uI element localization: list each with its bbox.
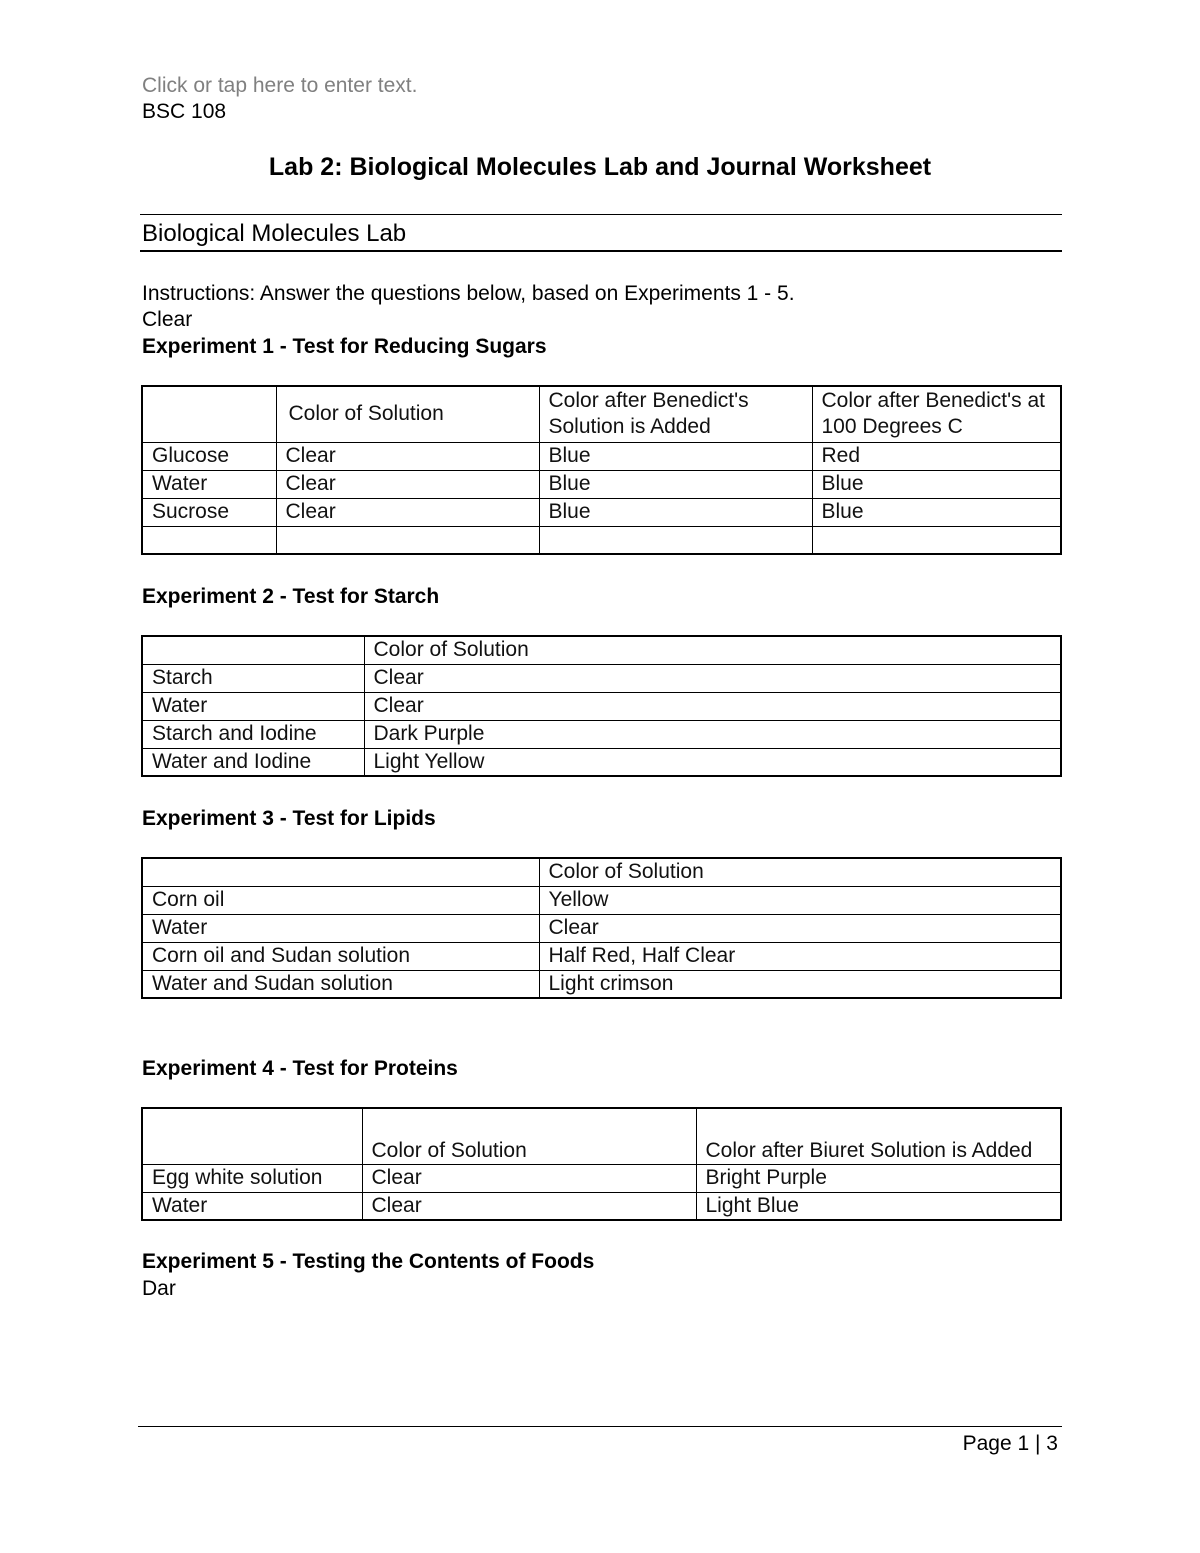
experiment-3-table [141, 857, 1062, 999]
experiment-5-answer[interactable]: Dar [142, 1277, 176, 1300]
table-cell[interactable]: Blue [812, 498, 1061, 526]
table-cell[interactable]: Blue [539, 470, 812, 498]
table-cell[interactable]: Light Yellow [364, 748, 1061, 776]
table-cell[interactable]: Clear [362, 1192, 696, 1220]
table-cell[interactable]: Water [142, 1192, 362, 1220]
table-cell[interactable]: Water [142, 692, 364, 720]
table-row [142, 914, 1061, 942]
table-cell[interactable]: Clear [364, 692, 1061, 720]
experiment-3-title: Experiment 3 - Test for Lipids [142, 807, 436, 830]
table-cell[interactable]: Water and Sudan solution [142, 970, 539, 998]
table-cell[interactable]: Blue [812, 470, 1061, 498]
footer-rule [138, 1426, 1062, 1427]
experiment-4-table [141, 1107, 1062, 1221]
table-cell[interactable]: Bright Purple [696, 1164, 1061, 1192]
table-cell[interactable]: Water and Iodine [142, 748, 364, 776]
experiment-4-title: Experiment 4 - Test for Proteins [142, 1057, 458, 1080]
table-cell[interactable] [142, 526, 276, 554]
table-cell[interactable]: Egg white solution [142, 1164, 362, 1192]
table-row [142, 470, 1061, 498]
table-cell[interactable]: Clear [276, 498, 539, 526]
table-cell[interactable]: Blue [539, 442, 812, 470]
table-cell[interactable] [812, 526, 1061, 554]
table-row [142, 692, 1061, 720]
table-cell[interactable]: Starch and Iodine [142, 720, 364, 748]
table-cell[interactable]: Clear [362, 1164, 696, 1192]
table-header-cell: Color after Benedict's Solution is Added [539, 386, 812, 442]
table-row [142, 942, 1061, 970]
table-header-cell [142, 636, 364, 664]
table-header-row [142, 1108, 1061, 1164]
name-placeholder-field[interactable]: Click or tap here to enter text. [142, 74, 418, 97]
course-code: BSC 108 [142, 100, 227, 123]
instructions-text: Instructions: Answer the questions below, based on Experiments 1 - 5. [142, 282, 795, 305]
table-header-row [142, 858, 1061, 886]
table-cell[interactable]: Blue [539, 498, 812, 526]
experiment-1-table [141, 385, 1062, 555]
table-cell[interactable]: Starch [142, 664, 364, 692]
experiment-5-title: Experiment 5 - Testing the Contents of Foods [142, 1250, 595, 1273]
table-header-cell: Color of Solution [362, 1108, 696, 1164]
table-cell[interactable]: Corn oil and Sudan solution [142, 942, 539, 970]
page-title: Lab 2: Biological Molecules Lab and Journal Worksheet [268, 153, 932, 181]
table-row [142, 886, 1061, 914]
table-row [142, 664, 1061, 692]
table-header-cell: Color of Solution [364, 636, 1061, 664]
table-cell[interactable]: Clear [276, 442, 539, 470]
table-cell[interactable] [276, 526, 539, 554]
table-header-cell: Color after Biuret Solution is Added [696, 1108, 1061, 1164]
table-header-cell: Color of Solution [276, 386, 539, 442]
table-cell[interactable]: Red [812, 442, 1061, 470]
section-heading: Biological Molecules Lab [142, 220, 407, 247]
table-row-empty [142, 526, 1061, 554]
page-number: Page 1 | 3 [962, 1432, 1058, 1455]
table-row [142, 442, 1061, 470]
experiment-1-title: Experiment 1 - Test for Reducing Sugars [142, 335, 547, 358]
section-rule-bottom [140, 250, 1062, 252]
table-cell[interactable]: Glucose [142, 442, 276, 470]
table-cell[interactable]: Half Red, Half Clear [539, 942, 1061, 970]
table-header-cell [142, 386, 276, 442]
table-cell[interactable] [539, 526, 812, 554]
answer-text[interactable]: Clear [142, 308, 193, 331]
table-cell[interactable]: Corn oil [142, 886, 539, 914]
table-header-cell [142, 858, 539, 886]
table-header-cell: Color of Solution [539, 858, 1061, 886]
experiment-2-title: Experiment 2 - Test for Starch [142, 585, 440, 608]
table-cell[interactable]: Water [142, 470, 276, 498]
experiment-2-table [141, 635, 1062, 777]
table-header-cell [142, 1108, 362, 1164]
table-header-cell: Color after Benedict's at 100 Degrees C [812, 386, 1061, 442]
table-cell[interactable]: Clear [276, 470, 539, 498]
table-row [142, 720, 1061, 748]
table-cell[interactable]: Dark Purple [364, 720, 1061, 748]
table-header-row [142, 386, 1061, 442]
table-cell[interactable]: Clear [364, 664, 1061, 692]
table-cell[interactable]: Clear [539, 914, 1061, 942]
section-rule-top [140, 214, 1062, 215]
table-cell[interactable]: Yellow [539, 886, 1061, 914]
table-row [142, 1192, 1061, 1220]
table-row [142, 498, 1061, 526]
table-header-row [142, 636, 1061, 664]
table-cell[interactable]: Light crimson [539, 970, 1061, 998]
table-cell[interactable]: Water [142, 914, 539, 942]
table-row [142, 970, 1061, 998]
table-cell[interactable]: Light Blue [696, 1192, 1061, 1220]
table-row [142, 748, 1061, 776]
table-cell[interactable]: Sucrose [142, 498, 276, 526]
table-row [142, 1164, 1061, 1192]
